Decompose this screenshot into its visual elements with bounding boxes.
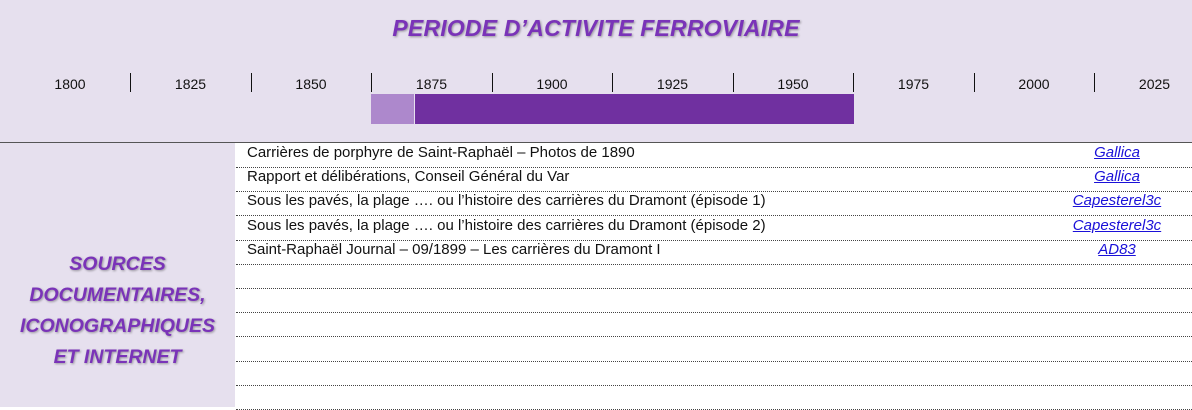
source-title: Sous les pavés, la plage …. ou l’histoire des carrières du Dramont (épisode 2) — [247, 217, 766, 234]
timeline-title: PERIODE D’ACTIVITE FERROVIAIRE — [0, 15, 1192, 42]
year-tick — [733, 73, 734, 92]
year-label: 1800 — [10, 76, 130, 92]
year-label: 1850 — [251, 76, 371, 92]
year-label: 1825 — [131, 76, 251, 92]
source-row — [236, 288, 1192, 313]
activity-period-bar — [415, 94, 854, 124]
source-link[interactable]: AD83 — [1049, 241, 1185, 258]
source-row — [236, 385, 1192, 410]
sources-label — [0, 249, 235, 373]
source-link[interactable]: Capesterel3c — [1049, 192, 1185, 209]
source-link[interactable]: Gallica — [1049, 144, 1185, 161]
year-tick — [492, 73, 493, 92]
source-title: Rapport et délibérations, Conseil Général du Var — [247, 168, 569, 185]
source-row — [236, 143, 1192, 168]
year-label: 1925 — [613, 76, 733, 92]
source-title: Carrières de porphyre de Saint-Raphaël – Photos de 1890 — [247, 144, 635, 161]
year-label: 1950 — [733, 76, 853, 92]
sources-label-line: DOCUMENTAIRES, — [0, 280, 235, 311]
year-tick — [612, 73, 613, 92]
year-label: 1975 — [854, 76, 974, 92]
source-title: Sous les pavés, la plage …. ou l’histoire des carrières du Dramont (épisode 1) — [247, 192, 766, 209]
source-row — [236, 312, 1192, 337]
activity-period-bar — [371, 94, 414, 124]
source-row — [236, 264, 1192, 289]
source-row — [236, 191, 1192, 216]
sources-label-line: ET INTERNET — [0, 342, 235, 373]
timeline-panel — [0, 0, 1192, 143]
year-tick — [974, 73, 975, 92]
sources-label-line: SOURCES — [0, 249, 235, 280]
source-row — [236, 167, 1192, 192]
sources-label-line: ICONOGRAPHIQUES — [0, 311, 235, 342]
year-tick — [853, 73, 854, 92]
year-tick — [1094, 73, 1095, 92]
year-tick — [130, 73, 131, 92]
year-label: 1875 — [372, 76, 492, 92]
year-label: 2000 — [974, 76, 1094, 92]
source-row — [236, 240, 1192, 265]
source-link[interactable]: Gallica — [1049, 168, 1185, 185]
sources-sidebar — [0, 143, 235, 407]
source-title: Saint-Raphaël Journal – 09/1899 – Les carrières du Dramont I — [247, 241, 661, 258]
source-row — [236, 216, 1192, 241]
source-row — [236, 337, 1192, 362]
source-row — [236, 361, 1192, 386]
source-link[interactable]: Capesterel3c — [1049, 217, 1185, 234]
year-tick — [251, 73, 252, 92]
year-tick — [371, 73, 372, 92]
year-label: 2025 — [1095, 76, 1192, 92]
year-label: 1900 — [492, 76, 612, 92]
